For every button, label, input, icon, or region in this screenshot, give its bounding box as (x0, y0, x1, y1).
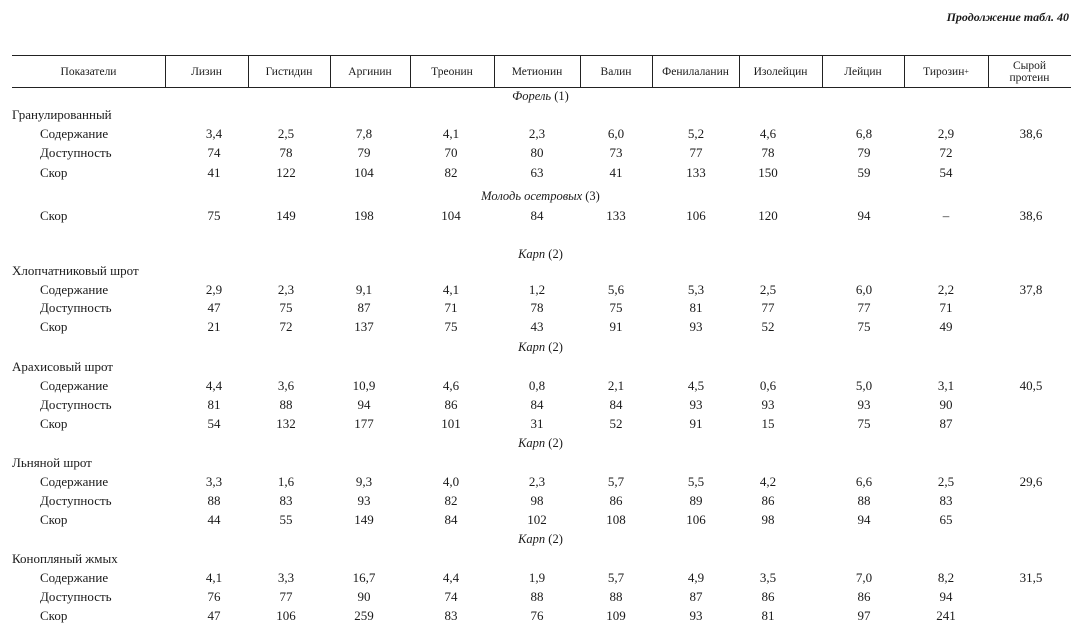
cell-leucine: 6,0 (855, 282, 873, 297)
cell-lysine: 21 (207, 319, 221, 334)
cell-leucine: 75 (857, 416, 871, 431)
cell-tyrosine: 2,9 (937, 126, 955, 141)
section-count: (2) (548, 340, 563, 354)
cell-lysine: 81 (207, 397, 221, 412)
col-header-methionine (494, 56, 580, 87)
cell-threonine: 82 (444, 165, 458, 180)
table-caption: Продолжение табл. 40 (946, 10, 1069, 24)
col-header-text: Треонин (431, 65, 473, 78)
group-label: Арахисовый шрот (12, 359, 113, 374)
cell-phenylalanine: 93 (689, 319, 703, 334)
cell-arginine: 177 (354, 416, 374, 431)
col-header-threonine (410, 56, 494, 87)
cell-arginine: 7,8 (355, 126, 373, 141)
cell-tyrosine: 65 (939, 512, 953, 527)
cell-leucine: 86 (857, 589, 871, 604)
cell-isoleucine: 52 (761, 319, 775, 334)
section-species: Карп (518, 532, 549, 546)
cell-isoleucine: 93 (761, 397, 775, 412)
cell-methionine: 2,3 (528, 474, 546, 489)
cell-phenylalanine: 4,5 (687, 378, 705, 393)
cell-arginine: 93 (357, 493, 371, 508)
row-label: Доступность (40, 589, 112, 604)
col-header-text: Метионин (511, 65, 563, 78)
cell-methionine: 98 (530, 493, 544, 508)
section-species: Карп (518, 340, 549, 354)
cell-phenylalanine: 133 (686, 165, 706, 180)
cell-lysine: 74 (207, 145, 221, 160)
cell-methionine: 84 (530, 208, 544, 223)
cell-threonine: 83 (444, 608, 458, 623)
cell-isoleucine: 2,5 (759, 282, 777, 297)
cell-methionine: 1,2 (528, 282, 546, 297)
col-header-text: Валин (600, 65, 632, 78)
cell-tyrosine: 2,5 (937, 474, 955, 489)
cell-phenylalanine: 106 (686, 512, 706, 527)
group-row (0, 357, 1081, 376)
col-header-indicator (12, 56, 165, 87)
table-row (0, 510, 1081, 529)
cell-leucine: 77 (857, 300, 871, 315)
cell-leucine: 88 (857, 493, 871, 508)
table-row (0, 317, 1081, 336)
cell-leucine: 6,6 (855, 474, 873, 489)
footnote-mark: + (964, 66, 969, 76)
cell-arginine: 87 (357, 300, 371, 315)
cell-lysine: 44 (207, 512, 221, 527)
col-header-text: Фенилаланин (662, 65, 729, 78)
col-header-lysine (165, 56, 248, 87)
group-label: Льняной шрот (12, 455, 92, 470)
cell-methionine: 102 (527, 512, 547, 527)
cell-lysine: 4,1 (205, 570, 223, 585)
cell-valine: 5,7 (607, 570, 625, 585)
cell-threonine: 86 (444, 397, 458, 412)
cell-methionine: 63 (530, 165, 544, 180)
cell-arginine: 198 (354, 208, 374, 223)
section-heading (0, 87, 1081, 106)
cell-valine: 6,0 (607, 126, 625, 141)
cell-arginine: 149 (354, 512, 374, 527)
cell-methionine: 88 (530, 589, 544, 604)
cell-crude-protein: 29,6 (1019, 474, 1043, 489)
cell-threonine: 104 (441, 208, 461, 223)
cell-tyrosine: 71 (939, 300, 953, 315)
table-row (0, 206, 1081, 225)
cell-arginine: 16,7 (352, 570, 376, 585)
row-label: Скор (40, 608, 68, 623)
cell-valine: 5,6 (607, 282, 625, 297)
cell-tyrosine: 241 (936, 608, 956, 623)
col-header-histidine (248, 56, 330, 87)
col-header-isoleucine (739, 56, 822, 87)
cell-threonine: 4,1 (442, 126, 460, 141)
table-row (0, 587, 1081, 606)
table-row (0, 606, 1081, 625)
cell-isoleucine: 15 (761, 416, 775, 431)
cell-leucine: 94 (857, 512, 871, 527)
cell-valine: 5,7 (607, 474, 625, 489)
cell-tyrosine: 54 (939, 165, 953, 180)
row-label: Скор (40, 512, 68, 527)
cell-isoleucine: 3,5 (759, 570, 777, 585)
cell-lysine: 76 (207, 589, 221, 604)
group-row (0, 453, 1081, 472)
table-row (0, 395, 1081, 414)
cell-isoleucine: 86 (761, 493, 775, 508)
col-header-phenylalanine (652, 56, 739, 87)
cell-phenylalanine: 5,2 (687, 126, 705, 141)
cell-arginine: 104 (354, 165, 374, 180)
cell-histidine: 1,6 (277, 474, 295, 489)
cell-arginine: 79 (357, 145, 371, 160)
cell-lysine: 54 (207, 416, 221, 431)
cell-crude-protein: 37,8 (1019, 282, 1043, 297)
cell-lysine: 41 (207, 165, 221, 180)
cell-valine: 41 (609, 165, 623, 180)
cell-valine: 2,1 (607, 378, 625, 393)
cell-leucine: 6,8 (855, 126, 873, 141)
cell-isoleucine: 4,2 (759, 474, 777, 489)
cell-threonine: 74 (444, 589, 458, 604)
cell-valine: 86 (609, 493, 623, 508)
row-label: Содержание (40, 378, 109, 393)
cell-methionine: 76 (530, 608, 544, 623)
col-header-crude-protein (988, 56, 1071, 87)
col-header-text: Показатели (60, 65, 117, 78)
cell-methionine: 2,3 (528, 126, 546, 141)
cell-leucine: 5,0 (855, 378, 873, 393)
cell-threonine: 4,4 (442, 570, 460, 585)
cell-phenylalanine: 106 (686, 208, 706, 223)
section-count: (2) (548, 532, 563, 546)
cell-tyrosine: – (942, 208, 950, 223)
cell-methionine: 78 (530, 300, 544, 315)
cell-histidine: 122 (276, 165, 296, 180)
cell-phenylalanine: 87 (689, 589, 703, 604)
section-species: Карп (518, 436, 549, 450)
row-label: Доступность (40, 300, 112, 315)
section-count: (2) (548, 247, 563, 261)
table-row (0, 376, 1081, 395)
cell-leucine: 93 (857, 397, 871, 412)
table-row (0, 414, 1081, 433)
cell-lysine: 88 (207, 493, 221, 508)
col-header-text: Сырой протеин (1009, 59, 1050, 84)
cell-crude-protein: 31,5 (1019, 570, 1043, 585)
table-row (0, 163, 1081, 182)
cell-histidine: 75 (279, 300, 293, 315)
cell-phenylalanine: 5,3 (687, 282, 705, 297)
col-header-valine (580, 56, 652, 87)
section-species: Молодь осетровых (481, 189, 586, 203)
cell-threonine: 70 (444, 145, 458, 160)
section-species: Форель (512, 89, 555, 103)
cell-phenylalanine: 93 (689, 397, 703, 412)
row-label: Содержание (40, 474, 109, 489)
cell-histidine: 149 (276, 208, 296, 223)
group-row (0, 549, 1081, 568)
cell-lysine: 47 (207, 300, 221, 315)
table-row (0, 472, 1081, 491)
cell-phenylalanine: 91 (689, 416, 703, 431)
cell-histidine: 2,3 (277, 282, 295, 297)
col-header-text: Тирозин (923, 65, 965, 78)
cell-valine: 91 (609, 319, 623, 334)
cell-phenylalanine: 89 (689, 493, 703, 508)
cell-histidine: 3,6 (277, 378, 295, 393)
cell-arginine: 94 (357, 397, 371, 412)
cell-tyrosine: 94 (939, 589, 953, 604)
cell-tyrosine: 90 (939, 397, 953, 412)
col-header-text: Изолейцин (753, 65, 808, 78)
cell-crude-protein: 38,6 (1019, 126, 1043, 141)
cell-isoleucine: 150 (758, 165, 778, 180)
table-row (0, 280, 1081, 299)
cell-phenylalanine: 77 (689, 145, 703, 160)
cell-valine: 84 (609, 397, 623, 412)
group-label: Хлопчатниковый шрот (12, 263, 139, 278)
cell-valine: 52 (609, 416, 623, 431)
row-label: Скор (40, 319, 68, 334)
section-heading (0, 434, 1081, 453)
cell-histidine: 72 (279, 319, 293, 334)
cell-crude-protein: 40,5 (1019, 378, 1043, 393)
cell-leucine: 94 (857, 208, 871, 223)
cell-isoleucine: 77 (761, 300, 775, 315)
cell-histidine: 88 (279, 397, 293, 412)
cell-histidine: 55 (279, 512, 293, 527)
section-count: (3) (585, 189, 600, 203)
table-row (0, 568, 1081, 587)
cell-tyrosine: 49 (939, 319, 953, 334)
row-label: Доступность (40, 493, 112, 508)
cell-leucine: 59 (857, 165, 871, 180)
cell-methionine: 1,9 (528, 570, 546, 585)
cell-tyrosine: 2,2 (937, 282, 955, 297)
section-heading (0, 530, 1081, 549)
group-row (0, 261, 1081, 280)
cell-threonine: 4,1 (442, 282, 460, 297)
cell-arginine: 9,3 (355, 474, 373, 489)
section-heading (0, 338, 1081, 357)
cell-leucine: 79 (857, 145, 871, 160)
cell-phenylalanine: 4,9 (687, 570, 705, 585)
cell-leucine: 97 (857, 608, 871, 623)
row-label: Скор (40, 416, 68, 431)
cell-valine: 73 (609, 145, 623, 160)
cell-histidine: 78 (279, 145, 293, 160)
col-header-leucine (822, 56, 904, 87)
cell-lysine: 4,4 (205, 378, 223, 393)
cell-crude-protein: 38,6 (1019, 208, 1043, 223)
cell-phenylalanine: 5,5 (687, 474, 705, 489)
cell-histidine: 106 (276, 608, 296, 623)
cell-isoleucine: 120 (758, 208, 778, 223)
cell-methionine: 0,8 (528, 378, 546, 393)
group-row (0, 105, 1081, 124)
col-header-arginine (330, 56, 410, 87)
row-label: Содержание (40, 282, 109, 297)
cell-threonine: 84 (444, 512, 458, 527)
cell-tyrosine: 87 (939, 416, 953, 431)
cell-isoleucine: 0,6 (759, 378, 777, 393)
cell-arginine: 9,1 (355, 282, 373, 297)
cell-methionine: 80 (530, 145, 544, 160)
group-label: Конопляный жмых (12, 551, 118, 566)
table-row (0, 298, 1081, 317)
col-header-text: Лизин (191, 65, 222, 78)
cell-valine: 108 (606, 512, 626, 527)
cell-lysine: 3,3 (205, 474, 223, 489)
cell-histidine: 3,3 (277, 570, 295, 585)
col-header-tyrosine (904, 56, 988, 87)
cell-arginine: 10,9 (352, 378, 376, 393)
cell-arginine: 90 (357, 589, 371, 604)
cell-histidine: 2,5 (277, 126, 295, 141)
row-label: Доступность (40, 397, 112, 412)
cell-lysine: 47 (207, 608, 221, 623)
row-label: Доступность (40, 145, 112, 160)
row-label: Скор (40, 165, 68, 180)
cell-histidine: 132 (276, 416, 296, 431)
cell-isoleucine: 86 (761, 589, 775, 604)
col-header-text: Аргинин (348, 65, 392, 78)
cell-threonine: 71 (444, 300, 458, 315)
cell-isoleucine: 81 (761, 608, 775, 623)
cell-threonine: 4,6 (442, 378, 460, 393)
cell-tyrosine: 8,2 (937, 570, 955, 585)
cell-lysine: 3,4 (205, 126, 223, 141)
cell-phenylalanine: 81 (689, 300, 703, 315)
col-header-text: Гистидин (265, 65, 313, 78)
table-row (0, 143, 1081, 162)
row-label: Содержание (40, 570, 109, 585)
table-row (0, 124, 1081, 143)
cell-valine: 75 (609, 300, 623, 315)
section-species: Карп (518, 247, 549, 261)
cell-tyrosine: 83 (939, 493, 953, 508)
row-label: Скор (40, 208, 68, 223)
cell-methionine: 84 (530, 397, 544, 412)
cell-methionine: 31 (530, 416, 544, 431)
section-count: (1) (554, 89, 569, 103)
cell-valine: 88 (609, 589, 623, 604)
cell-threonine: 75 (444, 319, 458, 334)
section-count: (2) (548, 436, 563, 450)
cell-lysine: 2,9 (205, 282, 223, 297)
cell-histidine: 83 (279, 493, 293, 508)
cell-threonine: 82 (444, 493, 458, 508)
cell-threonine: 4,0 (442, 474, 460, 489)
cell-isoleucine: 4,6 (759, 126, 777, 141)
cell-arginine: 259 (354, 608, 374, 623)
cell-methionine: 43 (530, 319, 544, 334)
table-row (0, 491, 1081, 510)
section-heading (0, 187, 1081, 206)
cell-tyrosine: 3,1 (937, 378, 955, 393)
cell-isoleucine: 98 (761, 512, 775, 527)
cell-phenylalanine: 93 (689, 608, 703, 623)
col-header-text: Лейцин (844, 65, 882, 78)
cell-leucine: 7,0 (855, 570, 873, 585)
row-label: Содержание (40, 126, 109, 141)
cell-histidine: 77 (279, 589, 293, 604)
cell-lysine: 75 (207, 208, 221, 223)
cell-arginine: 137 (354, 319, 374, 334)
cell-valine: 133 (606, 208, 626, 223)
cell-tyrosine: 72 (939, 145, 953, 160)
cell-isoleucine: 78 (761, 145, 775, 160)
cell-threonine: 101 (441, 416, 461, 431)
group-label: Гранулированный (12, 107, 112, 122)
cell-valine: 109 (606, 608, 626, 623)
cell-leucine: 75 (857, 319, 871, 334)
